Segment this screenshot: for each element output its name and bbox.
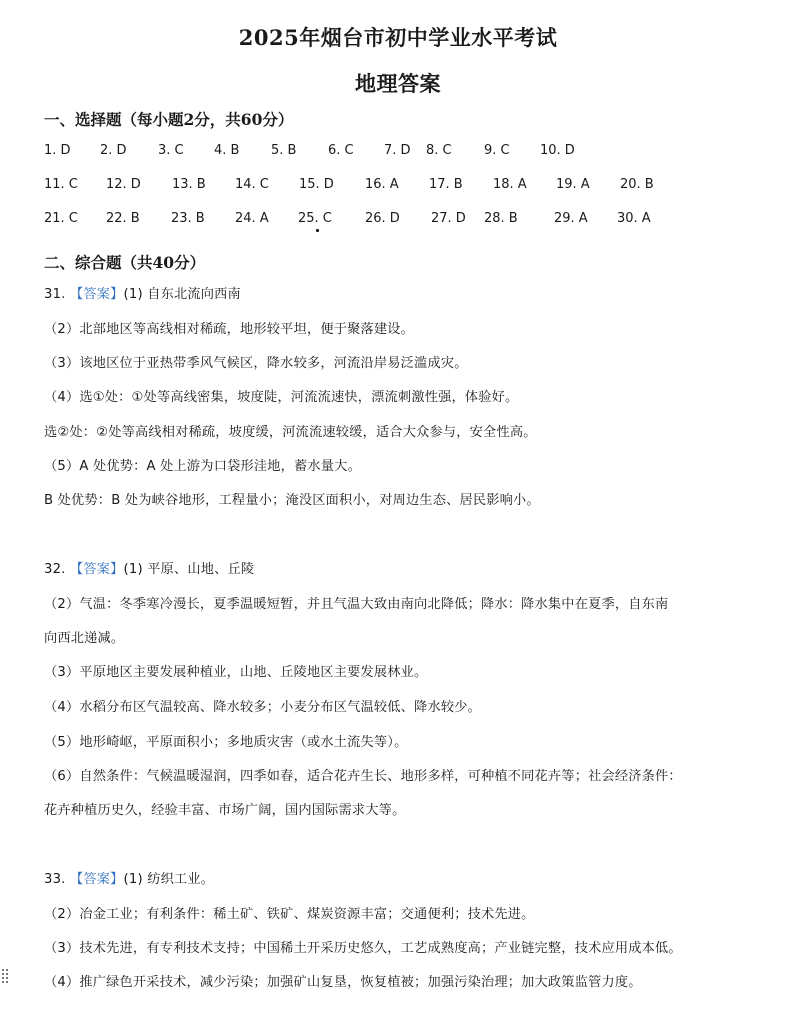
question-number: 33.: [44, 872, 66, 887]
page-title: 2025年烟台市初中学业水平考试: [238, 25, 558, 50]
drag-handle-icon[interactable]: [2, 969, 10, 985]
mc-answer: 9. C: [484, 143, 510, 158]
mc-answer: 30. A: [617, 211, 651, 226]
mc-row-3: [44, 211, 764, 231]
mc-answer: 6. C: [328, 143, 354, 158]
mc-answer: 2. D: [100, 143, 127, 158]
mc-answer: 24. A: [235, 211, 269, 226]
mc-answer: 5. B: [271, 143, 297, 158]
q33-line-4: （4）推广绿色开采技术，减少污染；加强矿山复垦，恢复植被；加强污染治理；加大政策监管力度。: [44, 975, 642, 990]
mc-answer: 15. D: [299, 177, 334, 192]
mc-answer: 12. D: [106, 177, 141, 192]
q33-line-1: [44, 868, 784, 887]
mc-answer: 11. C: [44, 177, 78, 192]
q32-line-8: 花卉种植历史久，经验丰富、市场广阔，国内国际需求大等。: [44, 803, 406, 818]
mc-answer: 1. D: [44, 143, 71, 158]
mc-answer: 20. B: [620, 177, 654, 192]
mc-row-1: [44, 143, 764, 163]
q32-line-5: （4）水稻分布区气温较高、降水较多；小麦分布区气温较低、降水较少。: [44, 700, 481, 715]
q33-line-2: （2）冶金工业；有利条件：稀土矿、铁矿、煤炭资源丰富；交通便利；技术先进。: [44, 907, 535, 922]
q31-line-2: （2）北部地区等高线相对稀疏，地形较平坦，便于聚落建设。: [44, 322, 415, 337]
question-number: 32.: [44, 562, 66, 577]
mc-answer: 8. C: [426, 143, 452, 158]
q31-line-5: 选②处：②处等高线相对稀疏，坡度缓，河流流速较缓，适合大众参与，安全性高。: [44, 425, 537, 440]
page-subtitle: 地理答案: [355, 71, 441, 96]
mc-answer: 21. C: [44, 211, 78, 226]
q31-line-3: （3）该地区位于亚热带季风气候区，降水较多，河流沿岸易泛滥成灾。: [44, 356, 468, 371]
answer-tag: 【答案】: [69, 287, 124, 302]
mc-answer: 19. A: [556, 177, 590, 192]
mc-answer: 10. D: [540, 143, 575, 158]
answer-tag: 【答案】: [69, 562, 124, 577]
q32-line-7: （6）自然条件：气候温暖湿润，四季如春，适合花卉生长、地形多样，可种植不同花卉等；社会经济条件：: [44, 769, 682, 784]
section-heading-comprehensive: 二、综合题（共40分）: [44, 253, 206, 272]
mc-answer: 29. A: [554, 211, 588, 226]
mc-answer: 13. B: [172, 177, 206, 192]
q32-line-6: （5）地形崎岖，平原面积小；多地质灾害（或水土流失等）。: [44, 735, 408, 750]
q32-line-2: （2）气温：冬季寒冷漫长，夏季温暖短暂，并且气温大致由南向北降低；降水：降水集中在夏季，自东南: [44, 597, 669, 612]
q32-line-3: 向西北递减。: [44, 631, 125, 646]
mc-answer: 3. C: [158, 143, 184, 158]
answer-text: (1) 纺织工业。: [123, 872, 215, 887]
q31-line-1: [44, 283, 784, 302]
stray-dot: [316, 229, 319, 232]
answer-text: (1) 自东北流向西南: [123, 287, 241, 302]
q31-line-4: （4）选①处：①处等高线密集，坡度陡，河流流速快，漂流刺激性强，体验好。: [44, 390, 519, 405]
q33-line-3: （3）技术先进，有专利技术支持；中国稀土开采历史悠久，工艺成熟度高；产业链完整，技术应用成本低。: [44, 941, 682, 956]
mc-answer: 28. B: [484, 211, 518, 226]
section-heading-choice: 一、选择题（每小题2分，共60分）: [44, 110, 294, 129]
mc-answer: 25. C: [298, 211, 332, 226]
q32-line-4: （3）平原地区主要发展种植业，山地、丘陵地区主要发展林业。: [44, 665, 428, 680]
mc-answer: 23. B: [171, 211, 205, 226]
mc-answer: 17. B: [429, 177, 463, 192]
answer-text: (1) 平原、山地、丘陵: [123, 562, 255, 577]
mc-row-2: [44, 177, 764, 197]
question-number: 31.: [44, 287, 66, 302]
mc-answer: 27. D: [431, 211, 466, 226]
q31-line-6: （5）A 处优势：A 处上游为口袋形洼地，蓄水量大。: [44, 459, 361, 474]
q32-line-1: [44, 558, 784, 577]
mc-answer: 16. A: [365, 177, 399, 192]
mc-answer: 14. C: [235, 177, 269, 192]
q31-line-7: B 处优势：B 处为峡谷地形，工程量小；淹没区面积小，对周边生态、居民影响小。: [44, 493, 540, 508]
mc-answer: 7. D: [384, 143, 411, 158]
mc-answer: 4. B: [214, 143, 240, 158]
mc-answer: 26. D: [365, 211, 400, 226]
answer-tag: 【答案】: [69, 872, 124, 887]
mc-answer: 18. A: [493, 177, 527, 192]
mc-answer: 22. B: [106, 211, 140, 226]
